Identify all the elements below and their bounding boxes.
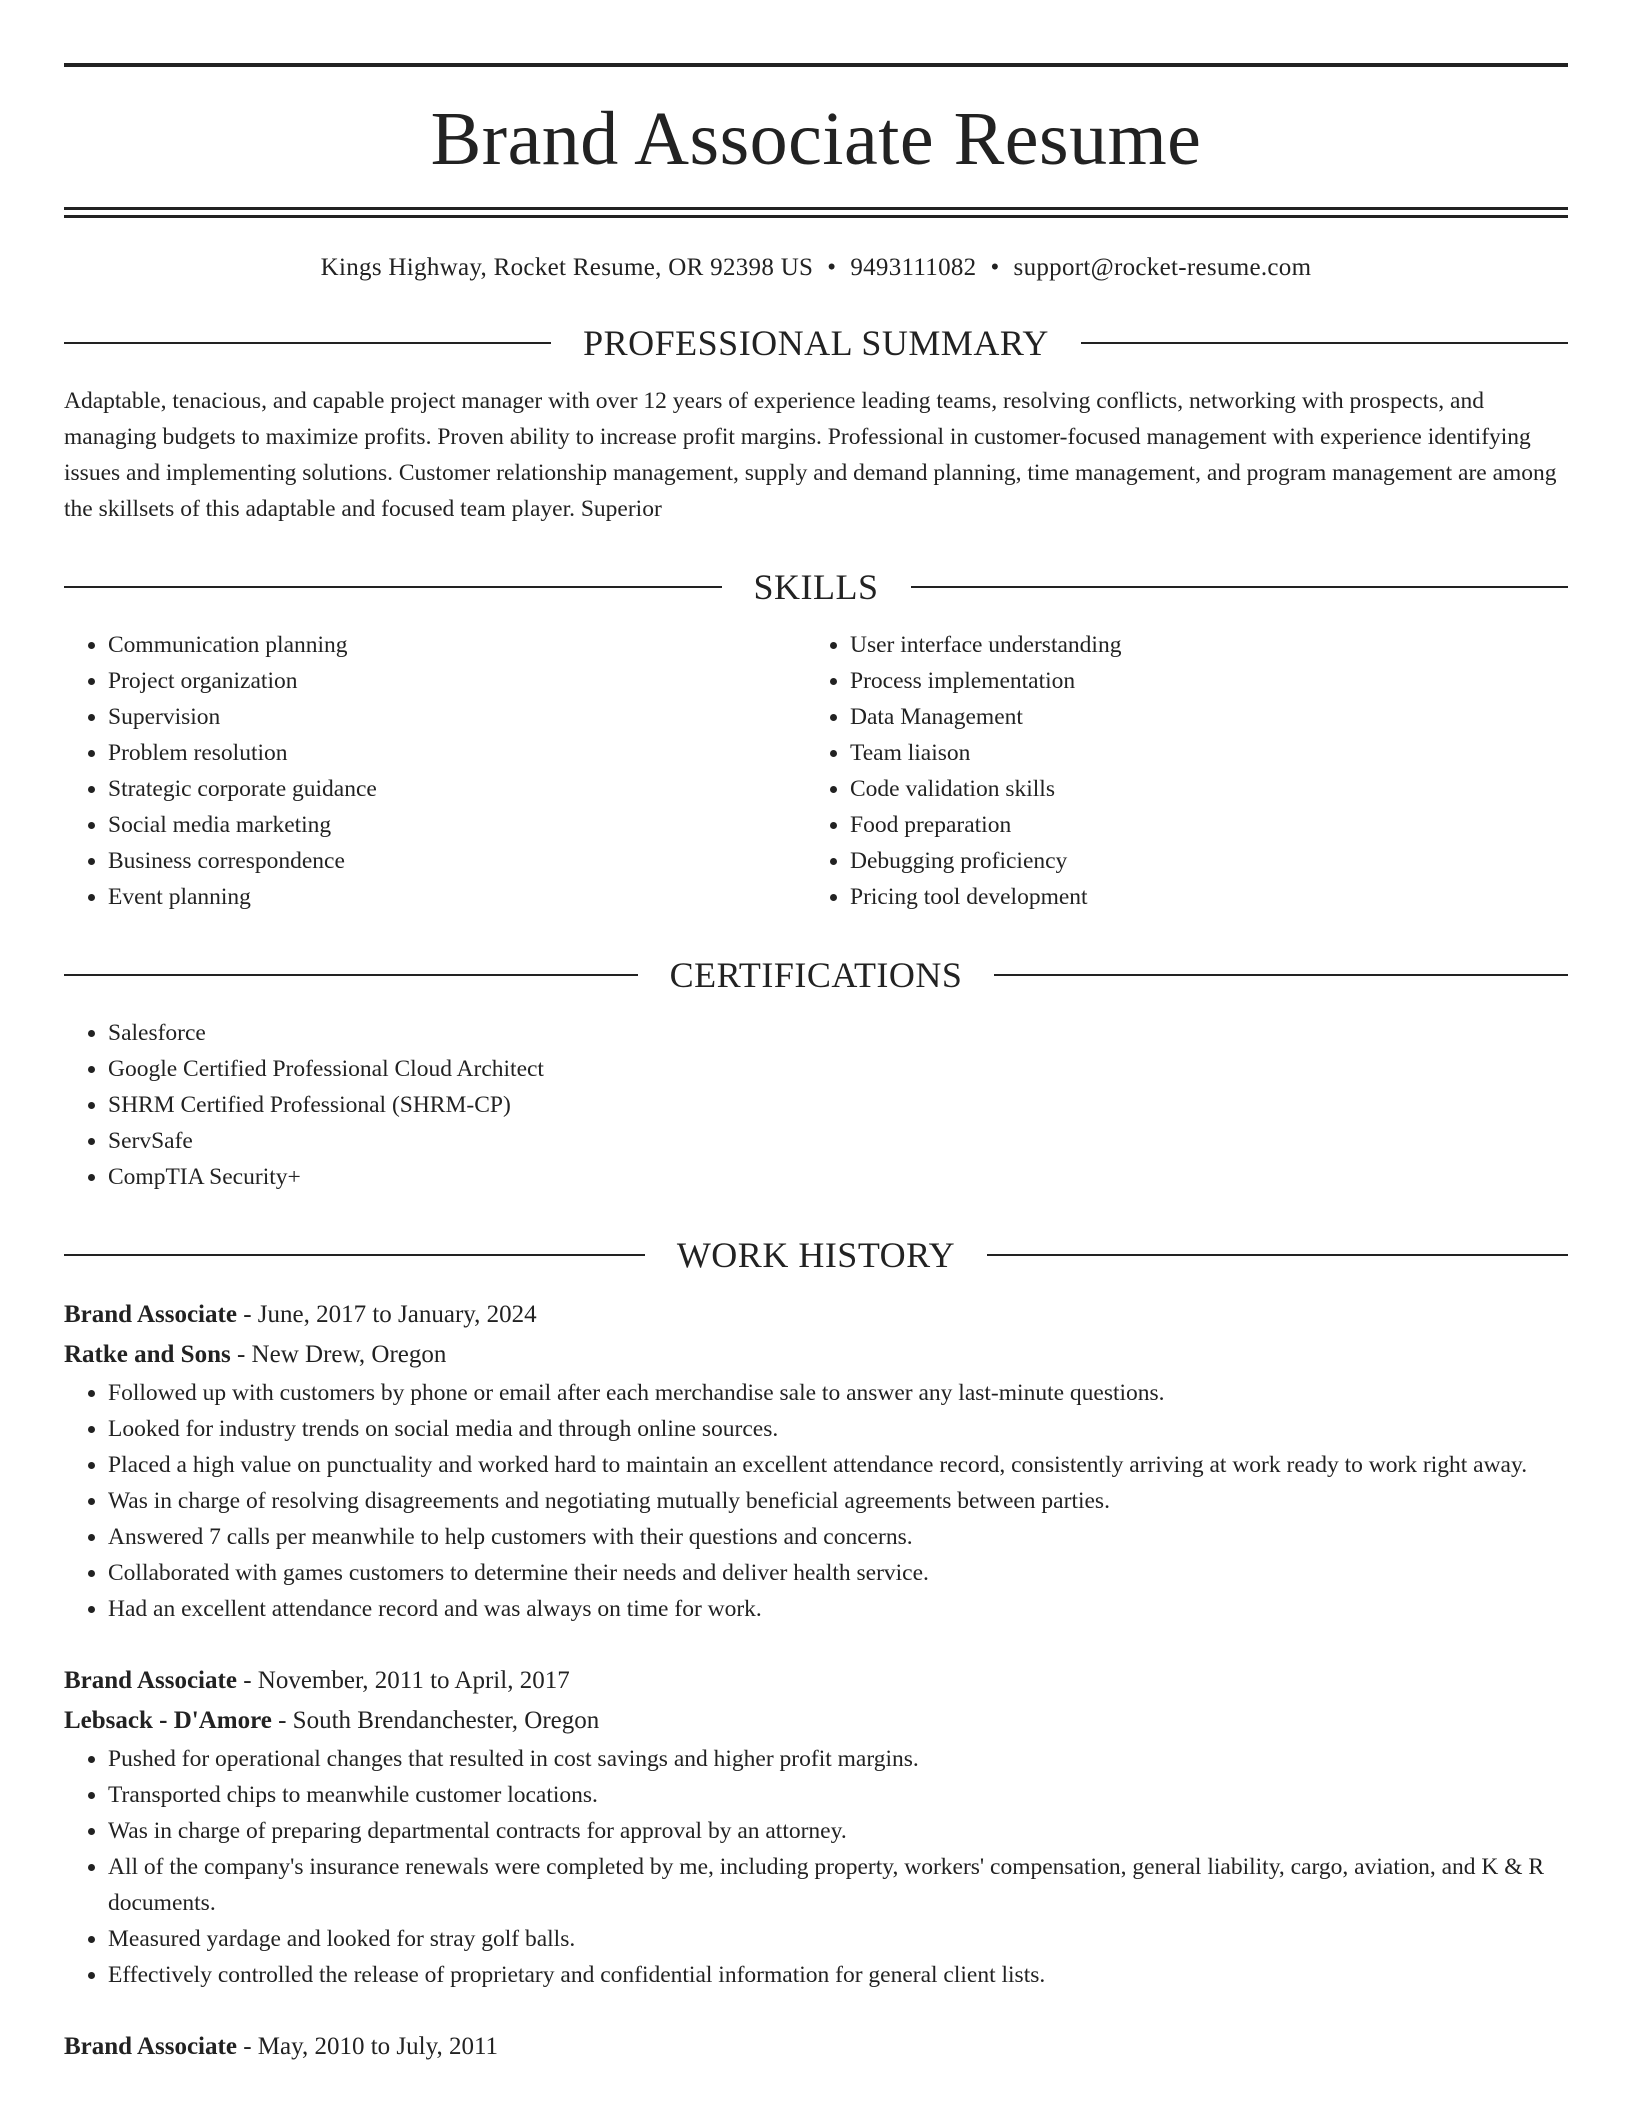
section-header-certifications: [64, 955, 1568, 995]
section-title-summary: PROFESSIONAL SUMMARY: [583, 323, 1049, 363]
job-duty-item: • Was in charge of resolving disagreements and negotiating mutually beneficial agreements between parties.: [108, 1483, 1568, 1519]
contact-separator: •: [827, 254, 837, 281]
job-duty-item: • Answered 7 calls per meanwhile to help customers with their questions and concerns.: [108, 1519, 1568, 1555]
job-duty-item: • Looked for industry trends on social media and through online sources.: [108, 1411, 1568, 1447]
skills-left-list: [64, 627, 806, 915]
job-duty-item: • Had an excellent attendance record and was always on time for work.: [108, 1591, 1568, 1627]
job-duty-item: • Collaborated with games customers to determine their needs and deliver health service.: [108, 1555, 1568, 1591]
section-rule: [1081, 342, 1568, 344]
skill-item: • Debugging proficiency: [850, 843, 1548, 879]
job-title: Brand Associate: [64, 2033, 237, 2060]
skill-item: • User interface understanding: [850, 627, 1548, 663]
job-entry: [64, 2027, 1568, 2067]
certifications-block: [64, 1015, 1568, 1195]
skill-item: • Event planning: [108, 879, 806, 915]
job-duty-item: • Effectively controlled the release of proprietary and confidential information for general client lists.: [108, 1957, 1568, 1993]
section-rule: [994, 974, 1568, 976]
section-title-certifications: CERTIFICATIONS: [669, 955, 963, 995]
section-title-work-history: WORK HISTORY: [676, 1235, 956, 1275]
contact-separator: •: [990, 254, 1000, 281]
certification-item: • CompTIA Security+: [108, 1159, 1568, 1195]
job-title-line: [64, 1661, 1568, 1701]
job-duty-item: • Placed a high value on punctuality and worked hard to maintain an excellent attendance record, consistently arriving at work ready to work right away.: [108, 1447, 1568, 1483]
section-header-work-history: [64, 1235, 1568, 1275]
job-company-line: [64, 1335, 1568, 1375]
job-dates: - June, 2017 to January, 2024: [243, 1301, 537, 1328]
contact-line: [64, 253, 1568, 283]
skill-item: • Strategic corporate guidance: [108, 771, 806, 807]
skill-item: • Business correspondence: [108, 843, 806, 879]
section-header-skills: [64, 567, 1568, 607]
job-duty-item: • Followed up with customers by phone or email after each merchandise sale to answer any last-minute questions.: [108, 1375, 1568, 1411]
resume-title: Brand Associate Resume: [430, 97, 1202, 181]
section-rule: [987, 1254, 1568, 1256]
job-duty-item: • Transported chips to meanwhile customer locations.: [108, 1777, 1568, 1813]
job-title: Brand Associate: [64, 1667, 237, 1694]
job-dates: - November, 2011 to April, 2017: [243, 1667, 570, 1694]
skill-item: • Food preparation: [850, 807, 1548, 843]
skill-item: • Pricing tool development: [850, 879, 1548, 915]
job-location: - South Brendanchester, Oregon: [278, 1707, 600, 1734]
certification-item: • ServSafe: [108, 1123, 1568, 1159]
skill-item: • Communication planning: [108, 627, 806, 663]
skill-item: • Code validation skills: [850, 771, 1548, 807]
contact-email: support@rocket-resume.com: [1013, 254, 1312, 281]
skills-right-list: [806, 627, 1548, 915]
section-rule: [64, 974, 638, 976]
job-company-line: [64, 1701, 1568, 1741]
job-company: Ratke and Sons: [64, 1341, 231, 1368]
skills-column-left: [64, 627, 806, 915]
top-rule: [64, 63, 1568, 67]
certification-item: • Salesforce: [108, 1015, 1568, 1051]
section-rule: [64, 1254, 645, 1256]
job-dates: - May, 2010 to July, 2011: [243, 2033, 499, 2060]
contact-address: Kings Highway, Rocket Resume, OR 92398 US: [320, 254, 814, 281]
section-rule: [64, 342, 551, 344]
certification-item: • Google Certified Professional Cloud Architect: [108, 1051, 1568, 1087]
skills-list: [64, 627, 1568, 915]
section-title-skills: SKILLS: [753, 567, 879, 607]
skills-column-right: [806, 627, 1548, 915]
skill-item: • Social media marketing: [108, 807, 806, 843]
skill-item: • Team liaison: [850, 735, 1548, 771]
job-duties-list: [64, 1741, 1568, 1993]
job-duty-item: • All of the company's insurance renewals were completed by me, including property, workers' compensation, general liability, cargo, aviation, and K & R documents.: [108, 1849, 1568, 1921]
skill-item: • Supervision: [108, 699, 806, 735]
section-rule: [64, 586, 722, 588]
section-rule: [911, 586, 1569, 588]
summary-paragraph: Adaptable, tenacious, and capable project manager with over 12 years of experience leading teams, resolving conflicts, networking with prospects, and managing budgets to maximize profits. Proven ability to increase profit margins. Professional in customer-focused management with experience identifying issues and implementing solutions. Customer relationship management, supply and demand planning, time management, and program management are among the skillsets of this adaptable and focused team player. Superior: [64, 388, 1557, 522]
certification-item: • SHRM Certified Professional (SHRM-CP): [108, 1087, 1568, 1123]
section-header-summary: [64, 323, 1568, 363]
skill-item: • Data Management: [850, 699, 1548, 735]
contact-phone: 9493111082: [850, 254, 977, 281]
skill-item: • Process implementation: [850, 663, 1548, 699]
job-entry: [64, 1295, 1568, 1627]
job-duties-list: [64, 1375, 1568, 1627]
skill-item: • Project organization: [108, 663, 806, 699]
job-title: Brand Associate: [64, 1301, 237, 1328]
certifications-list: [64, 1015, 1568, 1195]
job-location: - New Drew, Oregon: [236, 1341, 447, 1368]
job-title-line: [64, 2027, 1568, 2067]
skill-item: • Problem resolution: [108, 735, 806, 771]
job-duty-item: • Pushed for operational changes that resulted in cost savings and higher profit margins.: [108, 1741, 1568, 1777]
title-double-rule: [64, 207, 1568, 218]
job-entry: [64, 1661, 1568, 1993]
job-title-line: [64, 1295, 1568, 1335]
job-duty-item: • Measured yardage and looked for stray golf balls.: [108, 1921, 1568, 1957]
job-company: Lebsack - D'Amore: [64, 1707, 272, 1734]
work-history-list: [64, 1295, 1568, 2067]
job-duty-item: • Was in charge of preparing departmental contracts for approval by an attorney.: [108, 1813, 1568, 1849]
